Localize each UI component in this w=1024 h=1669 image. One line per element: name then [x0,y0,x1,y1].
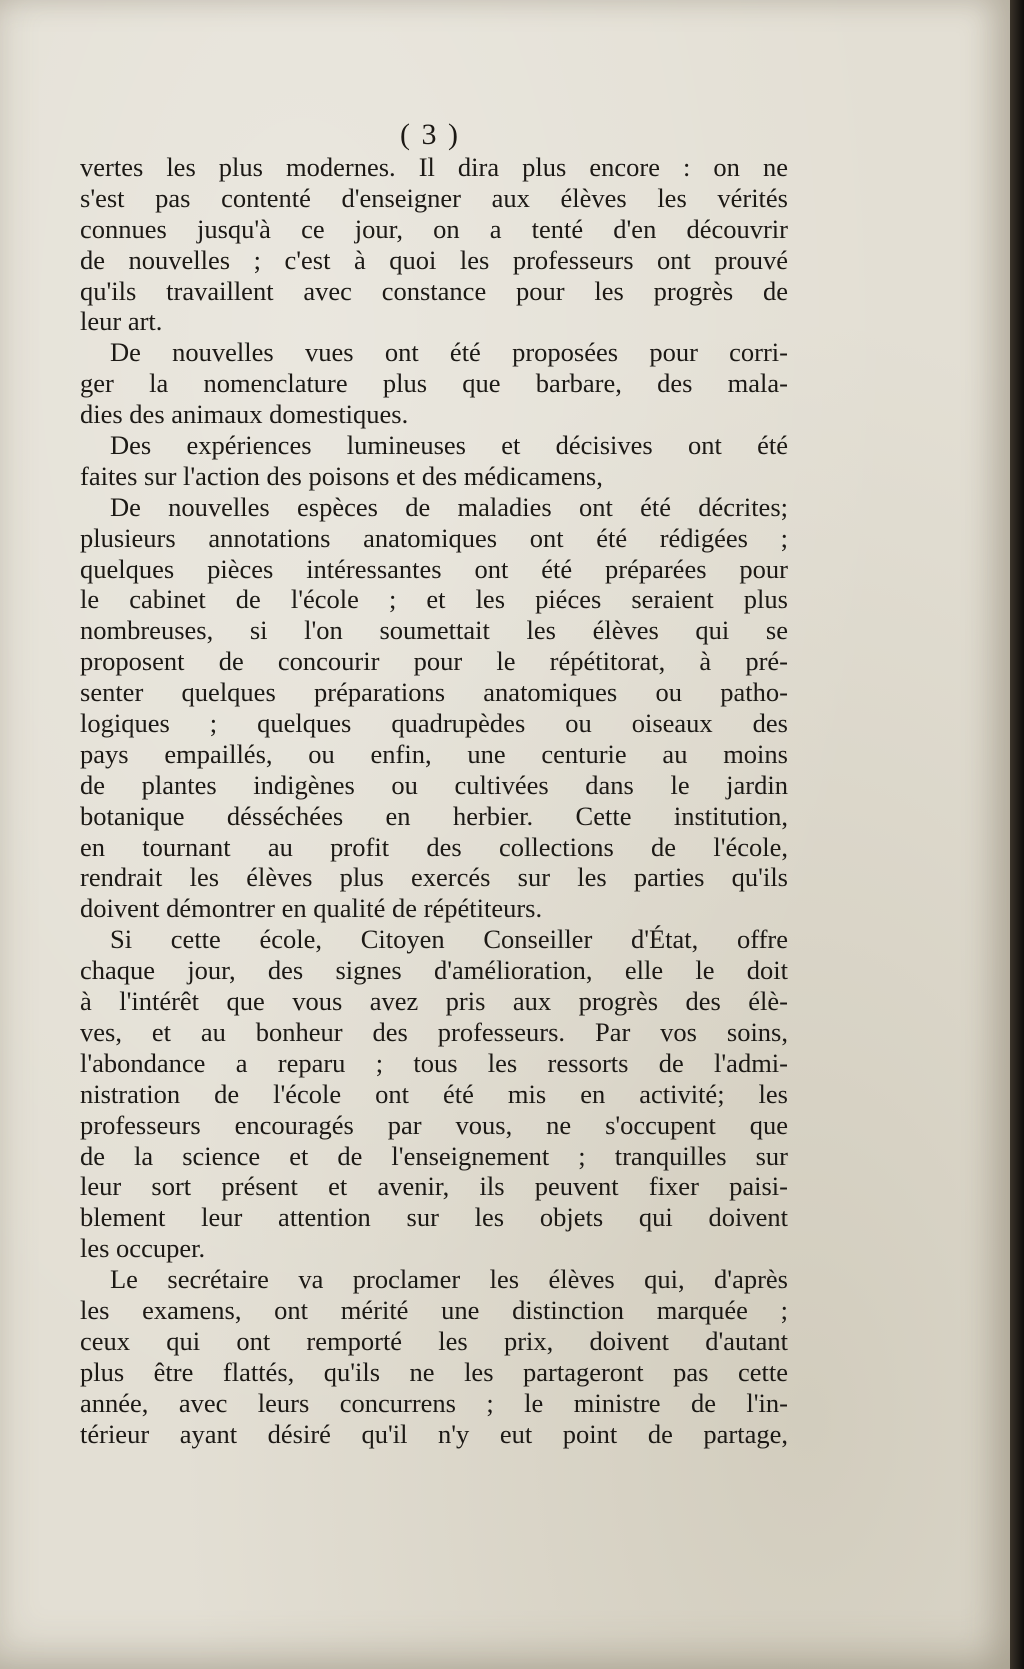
text-line: de la science et de l'enseignement ; tranquilles sur [80,1140,788,1171]
text-line: Des expériences lumineuses et décisives ont été [110,430,788,461]
text-line: ceux qui ont remporté les prix, doivent d'autant [80,1325,788,1356]
text-line: à l'intérêt que vous avez pris aux progrès des élè- [80,986,788,1017]
text-line: année, avec leurs concurrens ; le ministre de l'in- [80,1387,788,1418]
text-line: De nouvelles espèces de maladies ont été décrites; [110,491,788,522]
text-line: nombreuses, si l'on soumettait les élèves qui se [80,615,788,646]
page-edge-shadow [1010,0,1024,1669]
text-line: nistration de l'école ont été mis en activité; les [80,1078,788,1109]
text-line: leur art. [80,306,163,337]
text-line: blement leur attention sur les objets qui doivent [80,1202,788,1233]
text-line: de plantes indigènes ou cultivées dans le jardin [80,769,788,800]
text-line: faites sur l'action des poisons et des médicamens, [80,460,603,491]
text-line: de nouvelles ; c'est à quoi les professeurs ont prouvé [80,244,788,275]
text-line: De nouvelles vues ont été proposées pour corri- [110,337,788,368]
text-line: dies des animaux domestiques. [80,399,409,430]
text-line: les occuper. [80,1233,206,1264]
text-line: botanique désséchées en herbier. Cette institution, [80,800,788,831]
text-line: plus être flattés, qu'ils ne les partageront pas cette [80,1356,788,1387]
text-line: térieur ayant désiré qu'il n'y eut point de partage, [80,1418,788,1449]
text-line: ger la nomenclature plus que barbare, des mala- [80,368,788,399]
text-line: senter quelques préparations anatomiques ou patho- [80,677,788,708]
body-text [80,152,788,1449]
text-line: logiques ; quelques quadrupèdes ou oiseaux des [80,708,788,739]
text-line: Le secrétaire va proclamer les élèves qui, d'après [110,1264,788,1295]
page-number: ( 3 ) [400,118,460,151]
text-line: le cabinet de l'école ; et les piéces seraient plus [80,584,788,615]
text-line: s'est pas contenté d'enseigner aux élèves les vérités [80,182,788,213]
text-line: pays empaillés, ou enfin, une centurie au moins [80,738,788,769]
text-line: doivent démontrer en qualité de répétiteurs. [80,893,543,924]
text-line: les examens, ont mérité une distinction marquée ; [80,1294,788,1325]
text-line: leur sort présent et avenir, ils peuvent fixer paisi- [80,1171,788,1202]
text-line: professeurs encouragés par vous, ne s'occupent que [80,1109,788,1140]
text-line: vertes les plus modernes. Il dira plus encore : on ne [80,152,788,182]
text-line: Si cette école, Citoyen Conseiller d'État, offre [110,924,788,955]
text-line: l'abondance a reparu ; tous les ressorts de l'admi- [80,1047,788,1078]
text-line: ves, et au bonheur des professeurs. Par vos soins, [80,1016,788,1047]
text-line: qu'ils travaillent avec constance pour les progrès de [80,275,788,306]
text-line: proposent de concourir pour le répétitorat, à pré- [80,646,788,677]
text-line: rendrait les élèves plus exercés sur les parties qu'ils [80,862,788,893]
text-line: en tournant au profit des collections de l'école, [80,831,788,862]
text-line: quelques pièces intéressantes ont été préparées pour [80,553,788,584]
text-line: connues jusqu'à ce jour, on a tenté d'en découvrir [80,213,788,244]
text-line: chaque jour, des signes d'amélioration, elle le doit [80,955,788,986]
text-line: plusieurs annotations anatomiques ont été rédigées ; [80,522,788,553]
